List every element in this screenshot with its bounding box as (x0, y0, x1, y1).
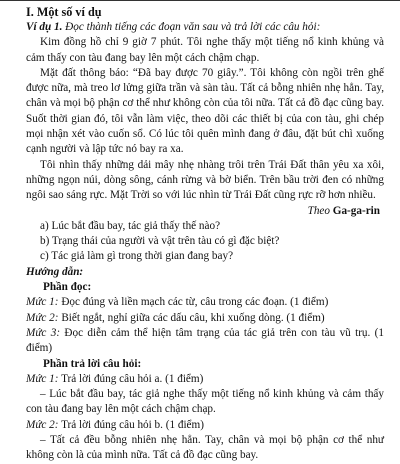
reading-level-1 (26, 295, 384, 310)
passage-paragraph-3: Tôi nhìn thấy những dải mây nhẹ nhàng trôi trên Trái Đất thân yêu xa xôi, những ngọn núi, dòng sông, cánh rừng và bờ biển. Trên bầu trời đen có những ngôi sao sáng rực. Mặt Trời so với lúc nhìn từ Trái Đất cũng rực rỡ hơn nhiều. (26, 158, 384, 202)
passage-paragraph-2: Mặt đất thông báo: “Đã bay được 70 giây.”. Tôi không còn ngồi trên ghế được nữa, mà treo lơ lửng giữa trần và sàn tàu. Tất cả bỗng nhiên nhẹ hẳn. Tay, chân và mọi bộ phận cơ thể như không còn của tôi nữa. Tất cả đồ đạc cũng bay. Suốt thời gian đó, tôi vẫn làm việc, theo dõi các thiết bị của con tàu, ghi chép mọi nhận xét vào cuốn sổ. Có lúc tôi quên mình đang ở đâu, đặt bút chì xuống cạnh người và lập tức nó bay ra xa. (26, 66, 384, 156)
example-instruction-text: Đọc thành tiếng các đoạn văn sau và trả lời các câu hỏi: (65, 21, 321, 33)
answer-2: – Tất cả đều bỗng nhiên nhẹ hẳn. Tay, chân và mọi bộ phận cơ thể như không còn là của mình nữa. Tất cả đồ đạc cũng bay. (26, 434, 384, 462)
guide-heading: Hướng dẫn: (26, 265, 84, 278)
section-title: I. Một số ví dụ (26, 5, 102, 19)
answer-level-2 (26, 418, 384, 433)
level-text: Đọc đúng và liền mạch các từ, câu trong các đoạn. (1 điểm) (58, 296, 329, 309)
answers-heading: Phần trả lời câu hỏi: (43, 357, 142, 370)
level-text: Biết ngắt, nghỉ giữa các dấu câu, khi xuống dòng. (1 điểm) (58, 311, 325, 324)
answer-1: – Lúc bắt đầu bay, tác giả nghe thấy một tiếng nổ kinh khủng và cảm thấy con tàu đang bay lên một cách chậm chạp. (26, 388, 384, 416)
question-b: b) Trạng thái của người và vật trên tàu có gì đặc biệt? (40, 235, 280, 248)
example-instruction (26, 20, 384, 35)
question-a: a) Lúc bắt đầu bay, tác giả thấy thế nào? (40, 219, 221, 232)
answer-level-1 (26, 372, 384, 387)
question-c: c) Tác giả làm gì trong thời gian đang bay? (40, 250, 234, 263)
level-label: Mức 3: (26, 326, 61, 339)
passage-paragraph-1: Kim đồng hồ chỉ 9 giờ 7 phút. Tôi nghe thấy một tiếng nổ kinh khủng và cảm thấy con tàu đang bay lên một cách chậm chạp. (26, 36, 384, 64)
level-label: Mức 1: (26, 296, 59, 309)
level-text: Trả lời đúng câu hỏi b. (1 điểm) (58, 418, 204, 431)
reading-level-2 (26, 311, 384, 326)
author-name: Ga-ga-rin (332, 204, 380, 217)
reading-heading: Phần đọc: (43, 281, 92, 294)
level-text: Đọc diễn cảm thể hiện tâm trạng của tác giả trên con tàu vũ trụ. (1 điểm) (26, 326, 384, 355)
level-label: Mức 2: (26, 418, 59, 431)
author-line (26, 204, 384, 219)
author-prefix: Theo (307, 204, 333, 217)
reading-level-3 (26, 326, 384, 357)
example-label: Ví dụ 1. (26, 21, 63, 33)
level-text: Trả lời đúng câu hỏi a. (1 điểm) (58, 372, 204, 385)
level-label: Mức 1: (26, 372, 59, 385)
top-rule (0, 0, 400, 1)
level-label: Mức 2: (26, 311, 59, 324)
